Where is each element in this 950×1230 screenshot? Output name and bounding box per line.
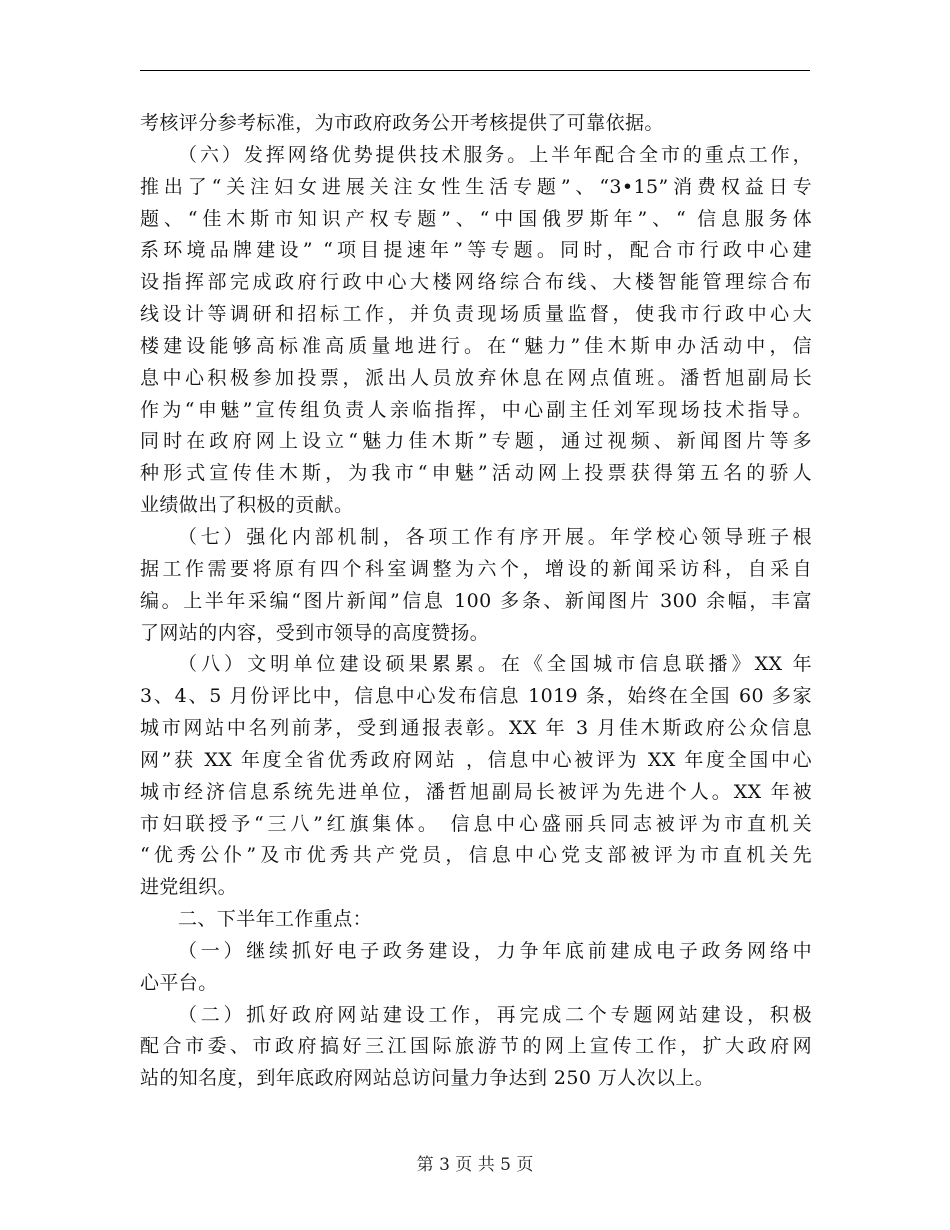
text-line: 楼建设能够高标准高质量地进行。在“魅力”佳木斯申办活动中，信 xyxy=(140,334,812,357)
page-number: 第 3 页 共 5 页 xyxy=(416,1155,534,1175)
text-line: 考核评分参考标准，为市政府政务公开考核提供了可靠依据。 xyxy=(140,112,664,134)
text-line: 题、“佳木斯市知识产权专题”、“中国俄罗斯年”、“ 信息服务体 xyxy=(140,207,812,230)
text-line: （一）继续抓好电子政务建设，力争年底前建成电子政务网络中 xyxy=(178,939,812,962)
text-line: 编。上半年采编“图片新闻”信息 100 多条、新闻图片 300 余幅，丰富 xyxy=(140,589,812,612)
text-line: 系环境品牌建设” “项目提速年”等专题。同时，配合市行政中心建 xyxy=(140,239,812,262)
text-line: 站的知名度，到年底政府网站总访问量力争达到 250 万人次以上。 xyxy=(140,1067,715,1090)
text-line: 城市网站中名列前茅，受到通报表彰。XX 年 3 月佳木斯政府公众信息 xyxy=(140,717,812,740)
text-line: 线设计等调研和招标工作，并负责现场质量监督，使我市行政中心大 xyxy=(140,303,812,326)
text-line: （六）发挥网络优势提供技术服务。上半年配合全市的重点工作， xyxy=(178,143,812,166)
text-line: 作为“申魅”宣传组负责人亲临指挥，中心副主任刘军现场技术指导。 xyxy=(140,398,812,421)
text-line: 配合市委、市政府搞好三江国际旅游节的网上宣传工作，扩大政府网 xyxy=(140,1035,812,1058)
text-line: 二、下半年工作重点： xyxy=(178,908,373,931)
text-line: 网”获 XX 年度全省优秀政府网站 ，信息中心被评为 XX 年度全国中心 xyxy=(140,748,812,771)
text-line: 3、4、5 月份评比中，信息中心发布信息 1019 条，始终在全国 60 多家 xyxy=(140,685,812,708)
text-line: 心平台。 xyxy=(140,971,218,994)
text-line: “优秀公仆”及市优秀共产党员，信息中心党支部被评为市直机关先 xyxy=(140,844,812,867)
text-line: 进党组织。 xyxy=(140,876,238,899)
header-rule xyxy=(140,70,810,71)
text-line: 种形式宣传佳木斯，为我市“申魅”活动网上投票获得第五名的骄人 xyxy=(140,462,812,485)
text-line: （二）抓好政府网站建设工作，再完成二个专题网站建设，积极 xyxy=(178,1003,812,1026)
text-line: 城市经济信息系统先进单位，潘哲旭副局长被评为先进个人。XX 年被 xyxy=(140,780,812,803)
document-body xyxy=(140,108,812,1095)
text-line: 业绩做出了积极的贡献。 xyxy=(140,494,354,517)
text-line: 推出了“关注妇女进展关注女性生活专题”、“3•15”消费权益日专 xyxy=(140,175,812,198)
text-line: （八）文明单位建设硕果累累。在《全国城市信息联播》XX 年 xyxy=(178,653,812,676)
text-line: 了网站的内容，受到市领导的高度赞扬。 xyxy=(140,621,490,644)
text-line: 据工作需要将原有四个科室调整为六个，增设的新闻采访科，自采自 xyxy=(140,557,812,580)
text-line: 设指挥部完成政府行政中心大楼网络综合布线、大楼智能管理综合布 xyxy=(140,271,812,294)
text-line: （七）强化内部机制，各项工作有序开展。年学校心领导班子根 xyxy=(178,525,812,548)
text-line: 市妇联授予“三八”红旗集体。 信息中心盛丽兵同志被评为市直机关 xyxy=(140,812,812,835)
text-line: 息中心积极参加投票，派出人员放弃休息在网点值班。潘哲旭副局长 xyxy=(140,366,812,389)
text-line: 同时在政府网上设立“魅力佳木斯”专题，通过视频、新闻图片等多 xyxy=(140,430,812,453)
